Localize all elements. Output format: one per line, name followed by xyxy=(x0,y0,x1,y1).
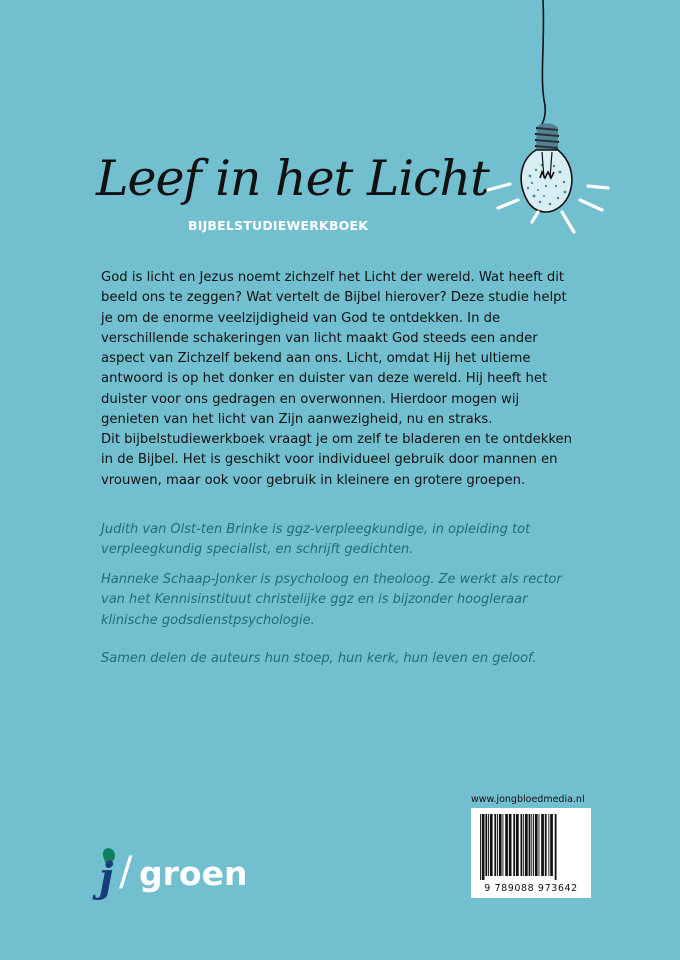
barcode-bar xyxy=(541,814,544,876)
barcode-bar xyxy=(548,814,549,876)
author-bio: Samen delen de auteurs hun stoep, hun kerk, hun leven en geloof. xyxy=(101,651,537,666)
publisher-logo xyxy=(97,846,267,906)
barcode-bars xyxy=(479,814,583,880)
barcode-bar xyxy=(482,814,485,880)
barcode-bar xyxy=(523,814,524,876)
book-title: Leef in het Licht xyxy=(96,150,489,207)
publisher-logo-letter: j xyxy=(99,854,114,901)
barcode-bar xyxy=(497,814,498,876)
barcode-bar xyxy=(525,814,528,876)
publisher-name: groen xyxy=(139,854,248,893)
barcode-bar xyxy=(485,814,487,876)
barcode-bar xyxy=(513,814,515,876)
barcode-bar xyxy=(555,814,557,880)
isbn-number: 9 789088 973642 xyxy=(484,883,578,894)
barcode-bar xyxy=(480,814,481,880)
barcode-bar xyxy=(505,814,508,876)
description-paragraph: Dit bijbelstudiewerkboek vraagt je om zelf te bladeren en te ontdekken in de Bijbel. Het is geschikt voor individueel gebruik door mannen en vrouwen, maar ook voor gebruik in kleinere en grotere groepen. xyxy=(101,432,573,488)
publisher-logo-slash: / xyxy=(119,849,133,895)
barcode-bar xyxy=(490,814,493,876)
publisher-website: www.jongbloedmedia.nl xyxy=(471,794,585,805)
barcode-bar xyxy=(531,814,532,876)
barcode-bar xyxy=(499,814,502,876)
barcode-bar xyxy=(550,814,553,876)
description-paragraph: God is licht en Jezus noemt zichzelf het Licht der wereld. Wat heeft dit beeld ons te zeggen? Wat vertelt de Bijbel hierover? Deze studie helpt je om de enorme veelzijdigheid van God te ontdekken. In de verschillende schakeringen van licht maakt God steeds een ander aspect van Zichzelf bekend aan ons. Licht, omdat Hij het ultieme antwoord is op het donker en duister van deze wereld. Hij heeft het duister voor ons gedragen en overwonnen. Hierdoor mogen wij genieten van het licht van Zijn aanwezigheid, nu en straks. xyxy=(101,270,567,428)
barcode-bar xyxy=(488,814,489,876)
author-bio: Hanneke Schaap-Jonker is psycholoog en theoloog. Ze werkt als rector van het Kennisinstituut christelijke ggz en is bijzonder hoogleraar klinische godsdienstpsychologie. xyxy=(101,572,562,628)
barcode-bar xyxy=(539,814,540,876)
light-bulb-icon xyxy=(480,0,620,250)
barcode-bar xyxy=(533,814,534,876)
barcode-bar xyxy=(494,814,496,876)
barcode-bar xyxy=(503,814,504,876)
barcode-bar xyxy=(529,814,531,876)
barcode-bar xyxy=(521,814,523,876)
barcode-bar xyxy=(516,814,519,876)
author-bio: Judith van Olst-ten Brinke is ggz-verpleegkundige, in opleiding tot verpleegkundig specialist, en schrijft gedichten. xyxy=(101,522,531,558)
barcode-bar xyxy=(535,814,538,876)
book-subtitle: BIJBELSTUDIEWERKBOEK xyxy=(188,218,369,233)
barcode-bar xyxy=(545,814,547,876)
barcode-bar xyxy=(509,814,512,876)
barcode xyxy=(471,808,591,898)
